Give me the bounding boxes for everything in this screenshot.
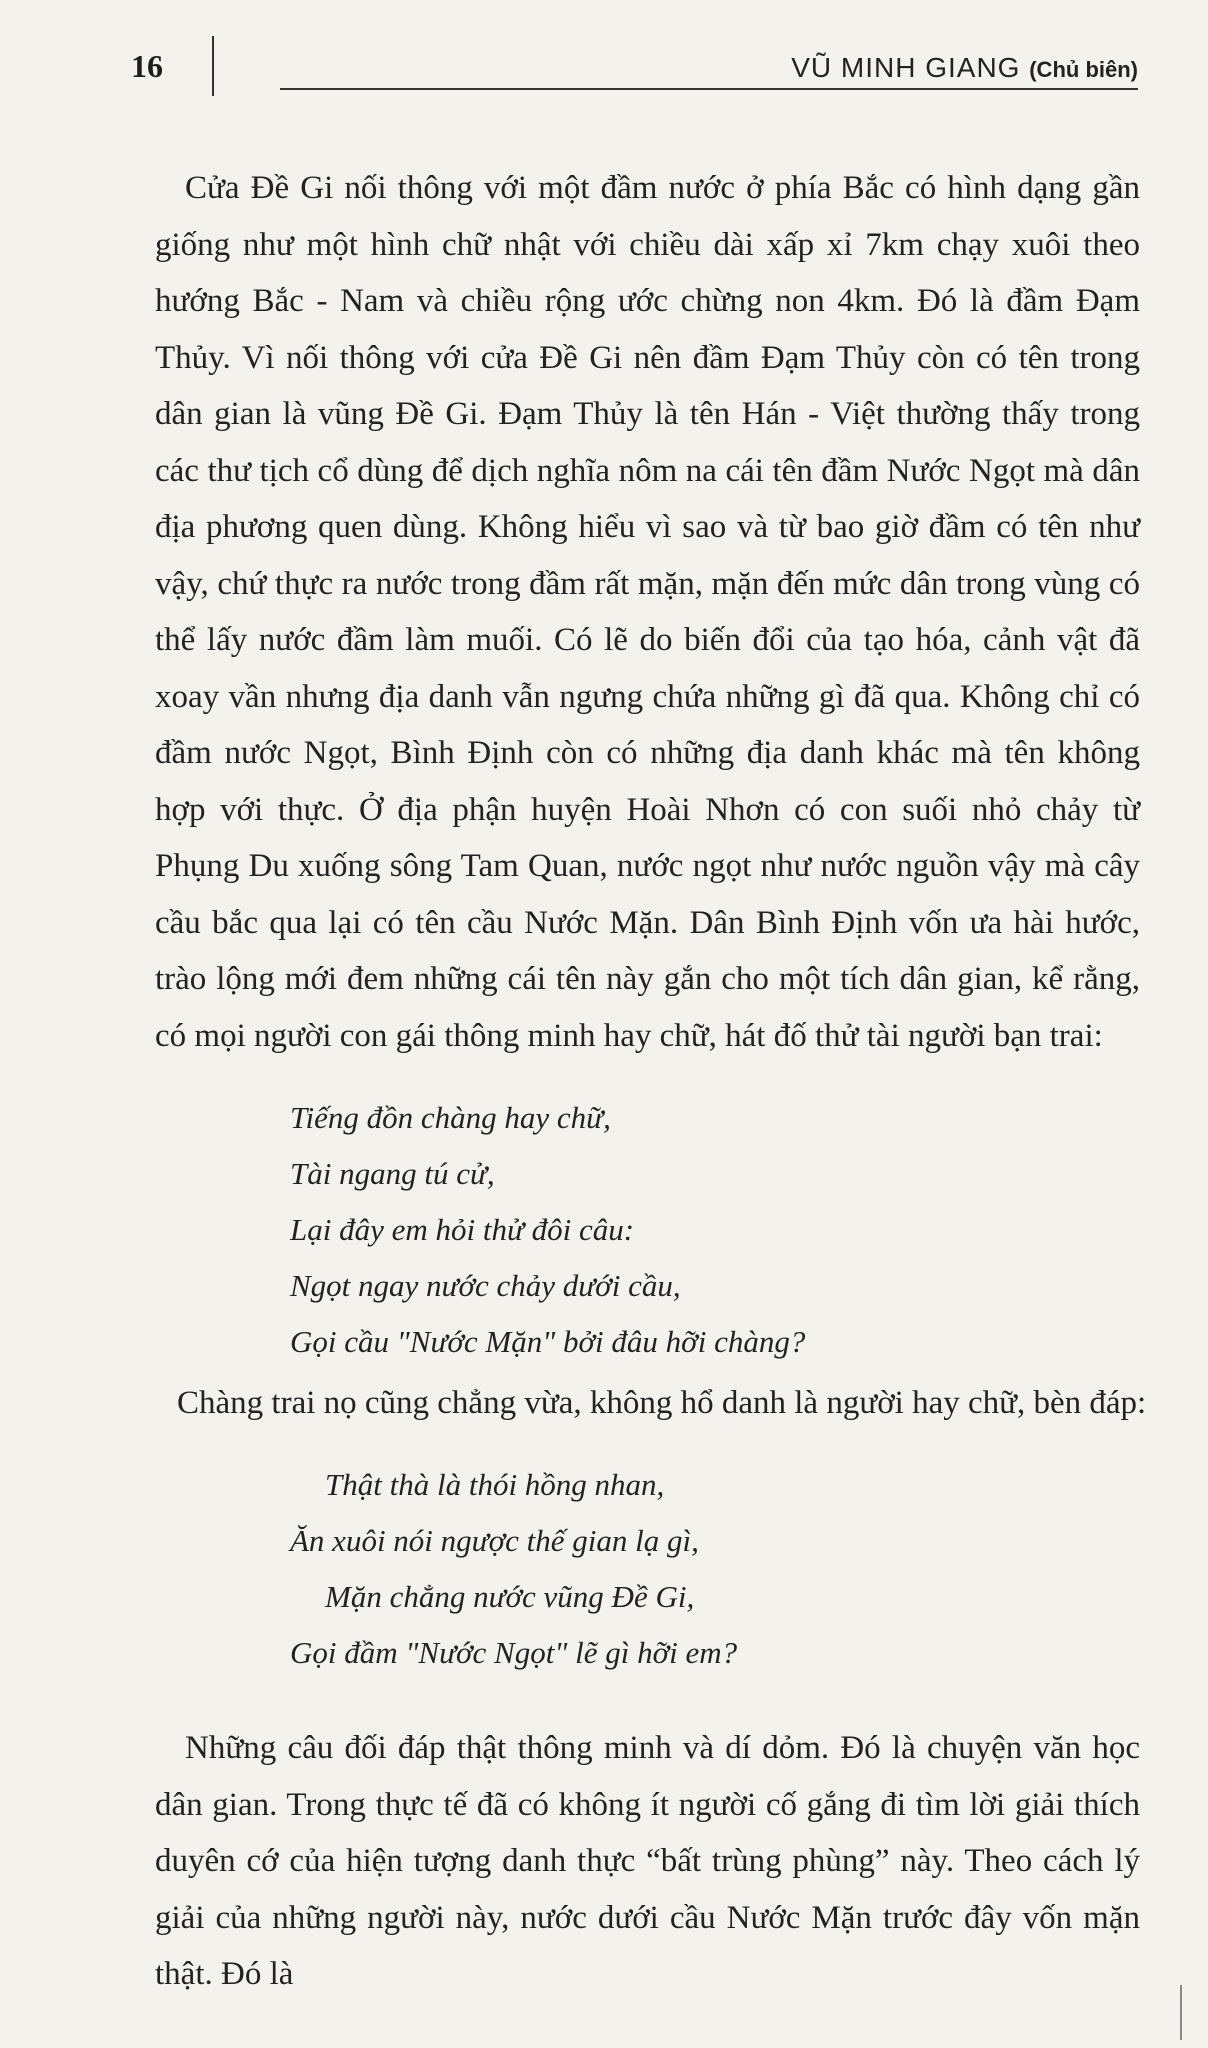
page-header	[0, 0, 1208, 110]
paragraph-1: Cửa Đề Gi nối thông với một đầm nước ở phía Bắc có hình dạng gần giống như một hình chữ nhật với chiều dài xấp xỉ 7km chạy xuôi theo hướng Bắc - Nam và chiều rộng ước chừng non 4km. Đó là đầm Đạm Thủy. Vì nối thông với cửa Đề Gi nên đầm Đạm Thủy còn có tên trong dân gian là vũng Đề Gi. Đạm Thủy là tên Hán - Việt thường thấy trong các thư tịch cổ dùng để dịch nghĩa nôm na cái tên đầm Nước Ngọt mà dân địa phương quen dùng. Không hiểu vì sao và từ bao giờ đầm có tên như vậy, chứ thực ra nước trong đầm rất mặn, mặn đến mức dân trong vùng có thể lấy nước đầm làm muối. Có lẽ do biến đổi của tạo hóa, cảnh vật đã xoay vần nhưng địa danh vẫn ngưng chứa những gì đã qua. Không chỉ có đầm nước Ngọt, Bình Định còn có những địa danh khác mà tên không hợp với thực. Ở địa phận huyện Hoài Nhơn có con suối nhỏ chảy từ Phụng Du xuống sông Tam Quan, nước ngọt như nước nguồn vậy mà cây cầu bắc qua lại có tên cầu Nước Mặn. Dân Bình Định vốn ưa hài hước, trào lộng mới đem những cái tên này gắn cho một tích dân gian, kể rằng, có mọi người con gái thông minh hay chữ, hát đố thử tài người bạn trai:	[155, 170, 1140, 1054]
header-rule	[280, 88, 1138, 90]
editor-note: (Chủ biên)	[1029, 57, 1138, 82]
verse-1-line: Gọi cầu "Nước Mặn" bởi đâu hỡi chàng?	[290, 1324, 806, 1359]
verse-1	[290, 1090, 805, 1370]
page-edge-mark	[1180, 1985, 1182, 2040]
verse-2-line: Ăn xuôi nói ngược thế gian lạ gì,	[290, 1523, 699, 1558]
paragraph-2: Chàng trai nọ cũng chẳng vừa, không hổ danh là người hay chữ, bèn đáp:	[177, 1385, 1147, 1421]
verse-1-line: Tài ngang tú cử,	[290, 1156, 495, 1191]
verse-2	[290, 1457, 737, 1681]
verse-1-line: Lại đây em hỏi thử đôi câu:	[290, 1212, 635, 1247]
paragraph-3: Những câu đối đáp thật thông minh và dí dỏm. Đó là chuyện văn học dân gian. Trong thực tế đã có không ít người cố gắng đi tìm lời giải thích duyên cớ của hiện tượng danh thực “bất trùng phùng” này. Theo cách lý giải của những người này, nước dưới cầu Nước Mặn trước đây vốn mặn thật. Đó là	[155, 1730, 1140, 1992]
verse-1-line: Tiếng đồn chàng hay chữ,	[290, 1100, 611, 1135]
verse-2-line: Mặn chẳng nước vũng Đề Gi,	[325, 1579, 695, 1614]
verse-1-line: Ngọt ngay nước chảy dưới cầu,	[290, 1268, 681, 1303]
page-number: 16	[131, 48, 163, 84]
verse-2-line: Thật thà là thói hồng nhan,	[325, 1467, 665, 1502]
running-head	[791, 52, 1138, 84]
verse-2-line: Gọi đầm "Nước Ngọt" lẽ gì hỡi em?	[290, 1635, 738, 1670]
author-name: VŨ MINH GIANG	[791, 52, 1021, 83]
header-divider	[212, 36, 214, 96]
